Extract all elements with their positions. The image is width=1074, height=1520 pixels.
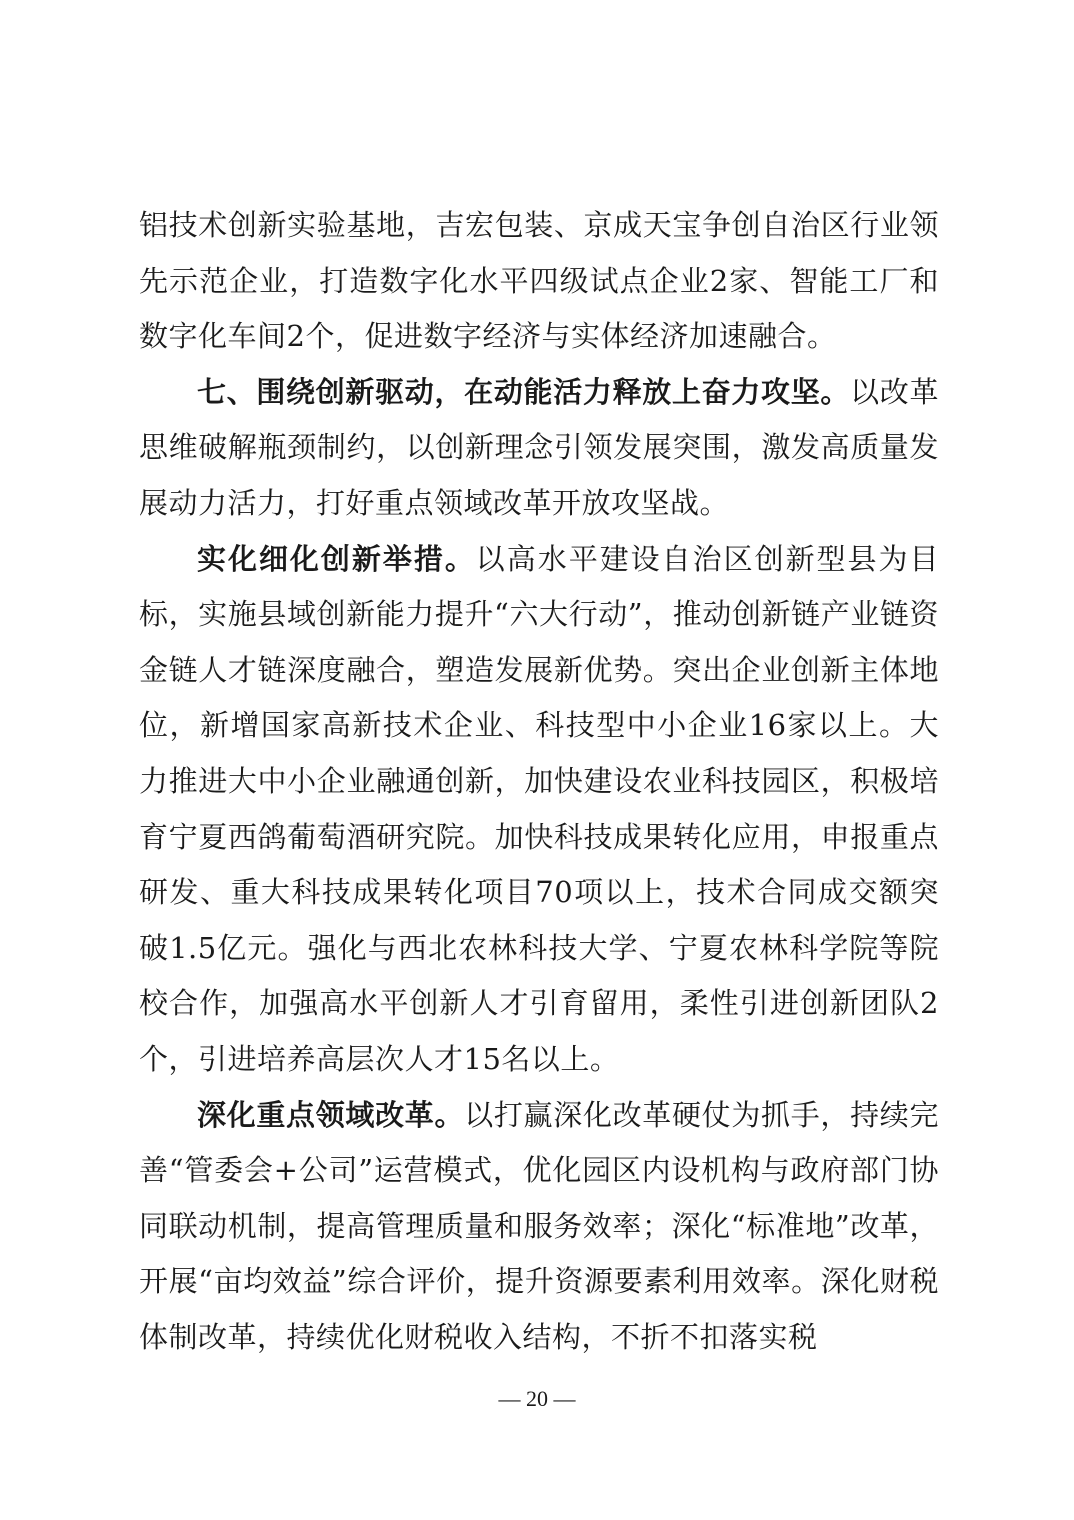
section-heading: 七、围绕创新驱动，在动能活力释放上奋力攻坚。 xyxy=(197,374,851,409)
page-number: — 20 — xyxy=(498,1386,576,1411)
paragraph-text: 以高水平建设自治区创新型县为目标，实施县域创新能力提升“六大行动”，推动创新链产业链资金链人才链深度融合，塑造发展新优势。突出企业创新主体地位，新增国家高新技术企业、科技型中小企业16家以上。大力推进大中小企业融通创新，加快建设农业科技园区，积极培育宁夏西鸽葡萄酒研究院。加快科技成果转化应用，申报重点研发、重大科技成果转化项目70项以上，技术合同成交额突破1.5亿元。强化与西北农林科技大学、宁夏农林科学院等院校合作，加强高水平创新人才引育留用，柔性引进创新团队2个，引进培养高层次人才15名以上。 xyxy=(139,541,939,1076)
innovation-measures-paragraph xyxy=(139,532,939,1088)
subsection-heading: 深化重点领域改革。 xyxy=(197,1097,465,1132)
paragraph-continuation xyxy=(139,198,939,365)
reform-paragraph xyxy=(139,1088,939,1366)
paragraph-text: 以改革思维破解瓶颈制约，以创新理念引领发展突围，激发高质量发展动力活力，打好重点领域改革开放攻坚战。 xyxy=(139,374,939,520)
document-body xyxy=(139,198,939,1365)
paragraph-text: 铝技术创新实验基地，吉宏包装、京成天宝争创自治区行业领先示范企业，打造数字化水平四级试点企业2家、智能工厂和数字化车间2个，促进数字经济与实体经济加速融合。 xyxy=(139,208,939,354)
section-seven-paragraph xyxy=(139,365,939,532)
paragraph-text: 以打赢深化改革硬仗为抓手，持续完善“管委会+公司”运营模式，优化园区内设机构与政府部门协同联动机制，提高管理质量和服务效率；深化“标准地”改革，开展“亩均效益”综合评价，提升资源要素利用效率。深化财税体制改革，持续优化财税收入结构，不折不扣落实税 xyxy=(139,1097,939,1354)
subsection-heading: 实化细化创新举措。 xyxy=(197,541,476,576)
